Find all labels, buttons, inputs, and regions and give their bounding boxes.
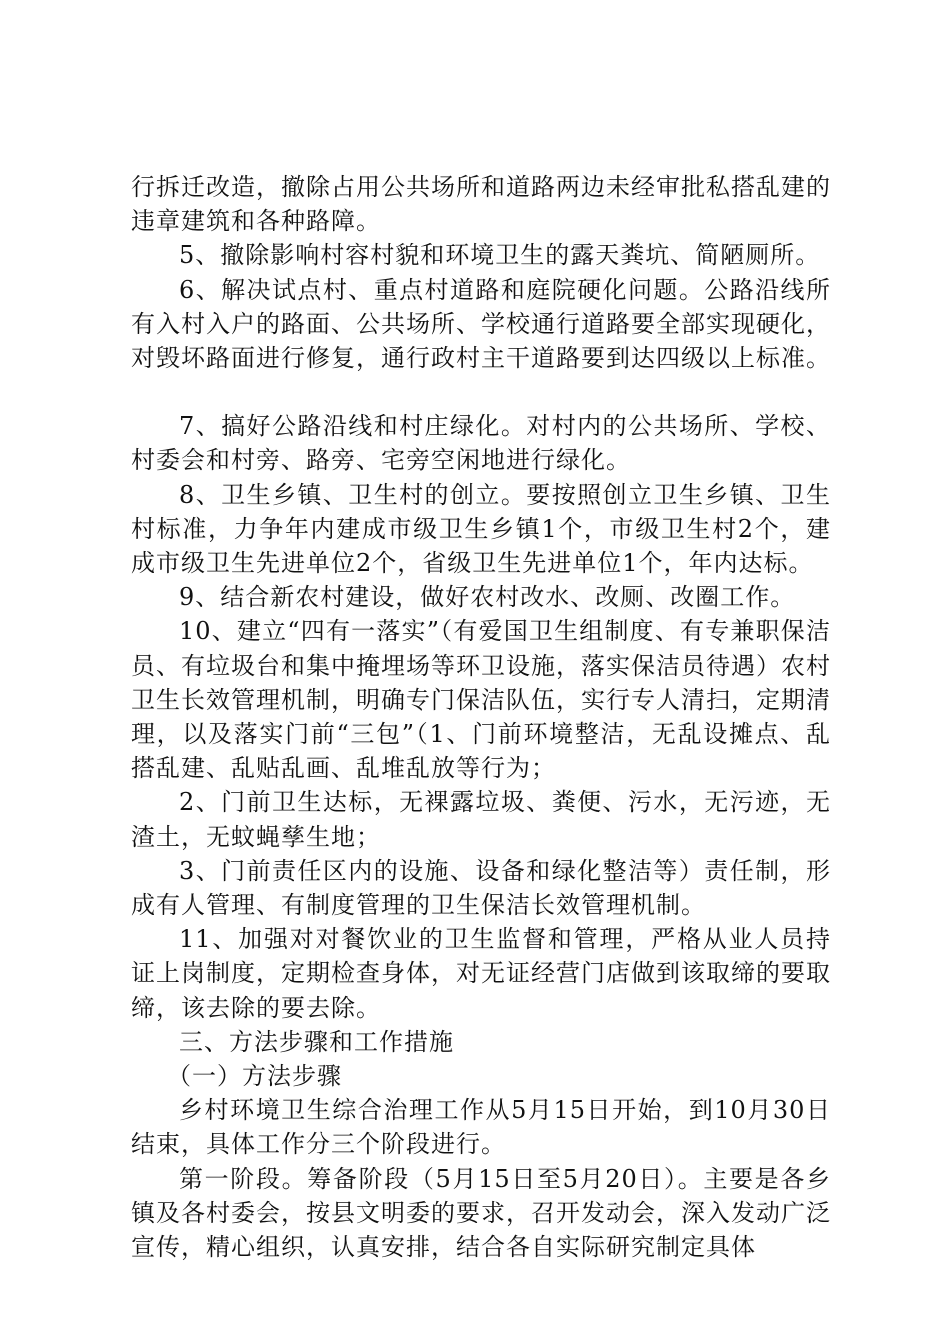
paragraph-item-8: 8、卫生乡镇、卫生村的创立。要按照创立卫生乡镇、卫生村标准，力争年内建成市级卫生乡镇1个，市级卫生村2个，建成市级卫生先进单位2个，省级卫生先进单位1个，年内达标。 <box>131 480 831 578</box>
subsection-heading-steps: （一）方法步骤 <box>167 1062 342 1091</box>
document-body <box>131 170 831 1264</box>
paragraph-item-5: 5、撤除影响村容村貌和环境卫生的露天粪坑、简陋厕所。 <box>179 241 821 270</box>
paragraph-spacer <box>131 375 831 409</box>
section-heading-methods: 三、方法步骤和工作措施 <box>179 1027 454 1056</box>
paragraph-item-10: 10、建立“四有一落实”（有爱国卫生组制度、有专兼职保洁员、有垃圾台和集中掩埋场等环卫设施，落实保洁员待遇）农村卫生长效管理机制，明确专门保洁队伍，实行专人清扫，定期清理，以及落实门前“三包”（1、门前环境整洁，无乱设摊点、乱搭乱建、乱贴乱画、乱堆乱放等行为； <box>131 617 831 783</box>
paragraph-item-10-sub-3: 3、门前责任区内的设施、设备和绿化整洁等）责任制，形成有人管理、有制度管理的卫生保洁长效管理机制。 <box>131 856 831 920</box>
paragraph-item-10-sub-2: 2、门前卫生达标，无裸露垃圾、粪便、污水，无污迹，无渣土，无蚊蝇孳生地； <box>131 788 831 851</box>
paragraph-phase-one: 第一阶段。筹备阶段（5月15日至5月20日）。主要是各乡镇及各村委会，按县文明委的要求，召开发动会，深入发动广泛宣传，精心组织，认真安排，结合各自实际研究制定具体 <box>131 1164 831 1262</box>
paragraph-schedule: 乡村环境卫生综合治理工作从5月15日开始，到10月30日结束，具体工作分三个阶段进行。 <box>131 1096 831 1159</box>
paragraph-demolition-continued: 行拆迁改造，撤除占用公共场所和道路两边未经审批私搭乱建的违章建筑和各种路障。 <box>131 173 831 236</box>
paragraph-item-9: 9、结合新农村建设，做好农村改水、改厕、改圈工作。 <box>179 583 796 612</box>
paragraph-item-7: 7、搞好公路沿线和村庄绿化。对村内的公共场所、学校、村委会和村旁、路旁、宅旁空闲地进行绿化。 <box>131 412 831 475</box>
paragraph-item-6: 6、解决试点村、重点村道路和庭院硬化问题。公路沿线所有入村入户的路面、公共场所、学校通行道路要全部实现硬化，对毁坏路面进行修复，通行政村主干道路要到达四级以上标准。 <box>131 275 831 373</box>
paragraph-item-11: 11、加强对对餐饮业的卫生监督和管理，严格从业人员持证上岗制度，定期检查身体，对无证经营门店做到该取缔的要取缔，该去除的要去除。 <box>131 925 831 1022</box>
